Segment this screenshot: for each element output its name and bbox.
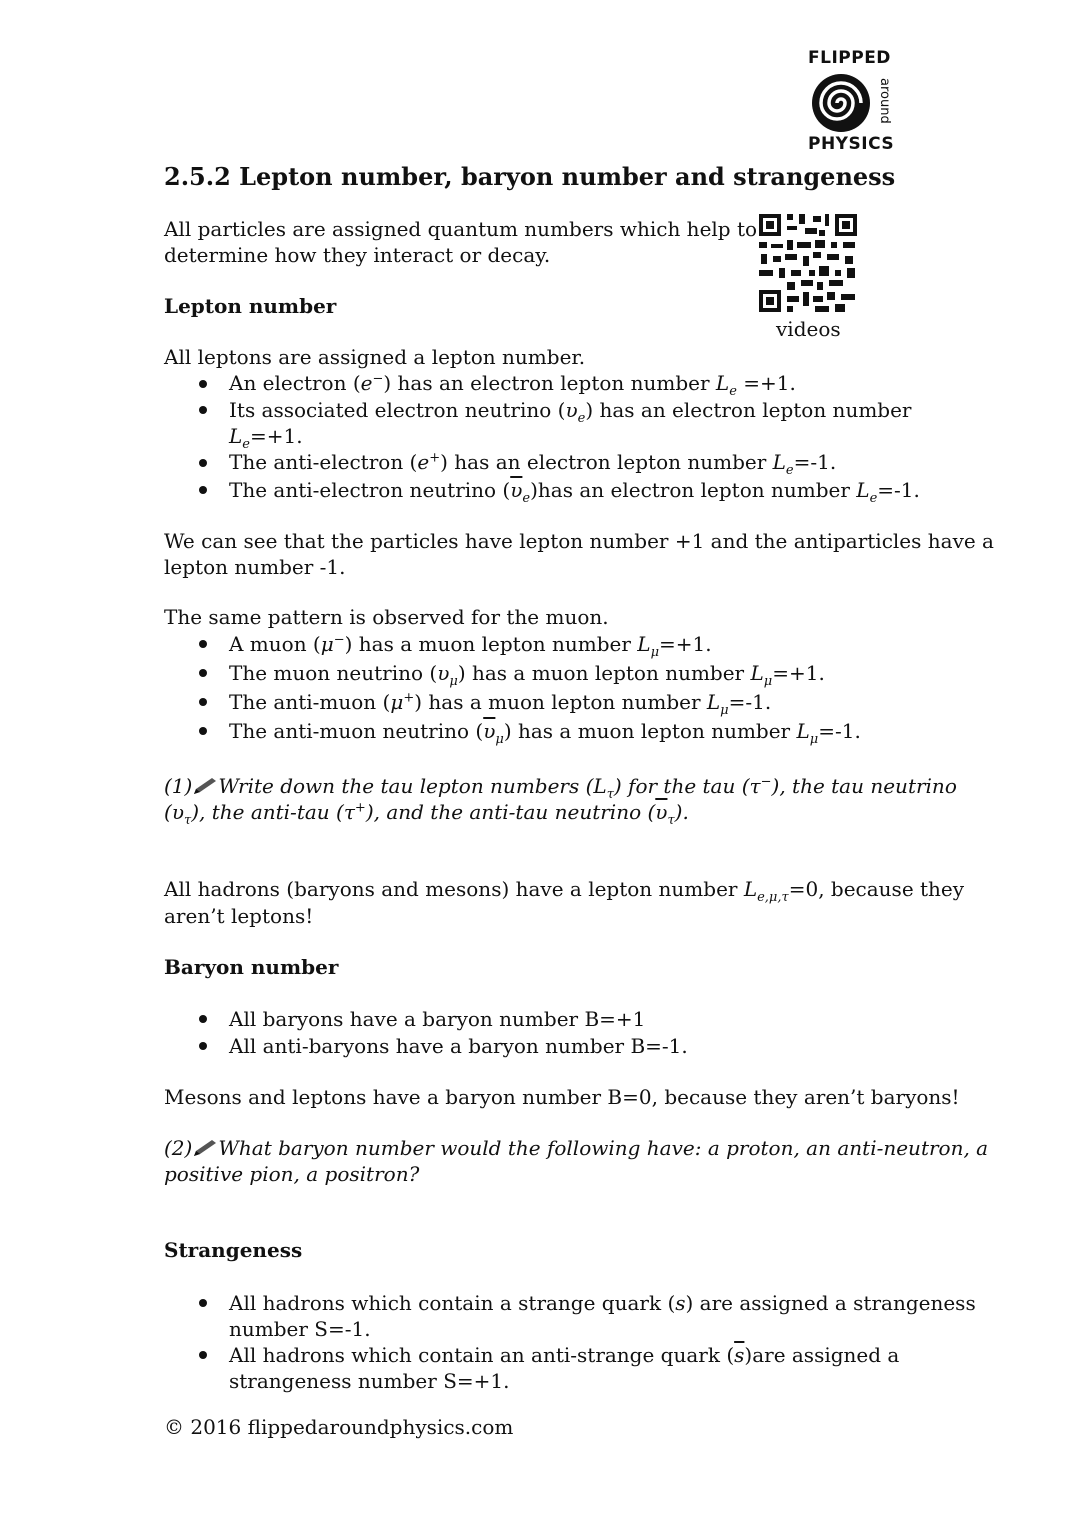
lepton-summary-1: We can see that the particles have lepton number +1 and the antiparticles have a: [164, 529, 994, 553]
logo-text-side: around: [877, 78, 892, 124]
lepton-bullet-3: The anti-electron (e+) has an electron lepton number $L_e=-1$.: [229, 450, 837, 478]
bullet: [199, 698, 207, 706]
strangeness-bullet-2-cont: strangeness number S=+1.: [229, 1369, 510, 1393]
bullet: [199, 459, 207, 467]
hadrons-line-2: aren’t leptons!: [164, 904, 314, 928]
bullet: [199, 380, 207, 388]
strangeness-bullet-1: All hadrons which contain a strange quark (s) are assigned a strangeness: [229, 1291, 976, 1315]
pencil-icon: [192, 1138, 218, 1158]
logo-text-bottom: PHYSICS: [808, 134, 895, 154]
bullet: [199, 669, 207, 677]
muon-lead: The same pattern is observed for the muon.: [164, 605, 609, 629]
muon-bullet-3: The anti-muon (μ+) has a muon lepton number $L_\mu=-1$.: [229, 690, 772, 718]
strangeness-bullet-1-cont: number S=-1.: [229, 1317, 371, 1341]
baryon-heading: Baryon number: [164, 955, 339, 979]
muon-bullet-1: A muon (μ−) has a muon lepton number $L_\mu=+1$.: [229, 632, 712, 660]
bullet: [199, 406, 207, 414]
pencil-icon: [192, 776, 218, 796]
muon-bullet-4: The anti-muon neutrino $(\overline{\upsilon}_\mu)$ has a muon lepton number $L_\mu=-1$.: [229, 719, 861, 747]
bullet: [199, 640, 207, 648]
footer-copyright: © 2016 flippedaroundphysics.com: [164, 1415, 514, 1439]
question-2-line-2: positive pion, a positron?: [164, 1162, 420, 1186]
mesons-line: Mesons and leptons have a baryon number B=0, because they aren’t baryons!: [164, 1085, 960, 1109]
intro-line-2: determine how they interact or decay.: [164, 243, 551, 267]
lepton-summary-2: lepton number -1.: [164, 555, 346, 579]
qr-caption: videos: [776, 317, 841, 341]
bullet: [199, 1015, 207, 1023]
lepton-bullet-4: The anti-electron neutrino $(\overline{\upsilon}_e)has$ an electron lepton number $L_e=-1$.: [229, 478, 920, 506]
spiral-logo-icon: [810, 72, 872, 134]
qr-code-icon: [757, 212, 859, 314]
baryon-bullet-2: All anti-baryons have a baryon number B=-1.: [229, 1034, 688, 1058]
bullet: [199, 1299, 207, 1307]
page-title: 2.5.2 Lepton number, baryon number and strangeness: [164, 162, 896, 191]
logo-text-top: FLIPPED: [808, 48, 891, 68]
bullet: [199, 727, 207, 735]
logo: [800, 48, 910, 158]
question-2-line-1: (2) What baryon number would the following have: a proton, an anti-neutron, a: [164, 1136, 989, 1160]
strangeness-heading: Strangeness: [164, 1238, 303, 1262]
question-1-line-2: $(\upsilon_\tau)$, the anti-tau (τ+), and the anti-tau neutrino $(\overline{\upsilon}_\tau)$.: [164, 800, 689, 828]
muon-bullet-2: The muon neutrino $(\upsilon_\mu)$ has a muon lepton number $L_\mu=+1$.: [229, 661, 825, 689]
intro-line-1: All particles are assigned quantum numbers which help to: [164, 217, 758, 241]
lepton-bullet-2-cont: $L_e=+1$.: [229, 424, 303, 452]
baryon-bullet-1: All baryons have a baryon number B=+1: [229, 1007, 646, 1031]
lepton-bullet-2: Its associated electron neutrino $(\upsilon_e)$ has an electron lepton number: [229, 398, 912, 426]
strangeness-bullet-2: All hadrons which contain an anti-strange quark $(\overline{s})are$ assigned a: [229, 1343, 900, 1367]
lepton-heading: Lepton number: [164, 294, 337, 318]
question-1-line-1: (1) Write down the tau lepton numbers $(L_\tau)$ for the tau (τ−), the tau neutrino: [164, 774, 957, 802]
bullet: [199, 1042, 207, 1050]
lepton-bullet-1: An electron (e−) has an electron lepton number $L_e =+1$.: [229, 371, 796, 399]
hadrons-line-1: All hadrons (baryons and mesons) have a lepton number $L_{e,\mu,\tau}=0$, because they: [164, 877, 965, 905]
lepton-lead: All leptons are assigned a lepton number.: [164, 345, 586, 369]
bullet: [199, 1351, 207, 1359]
bullet: [199, 486, 207, 494]
